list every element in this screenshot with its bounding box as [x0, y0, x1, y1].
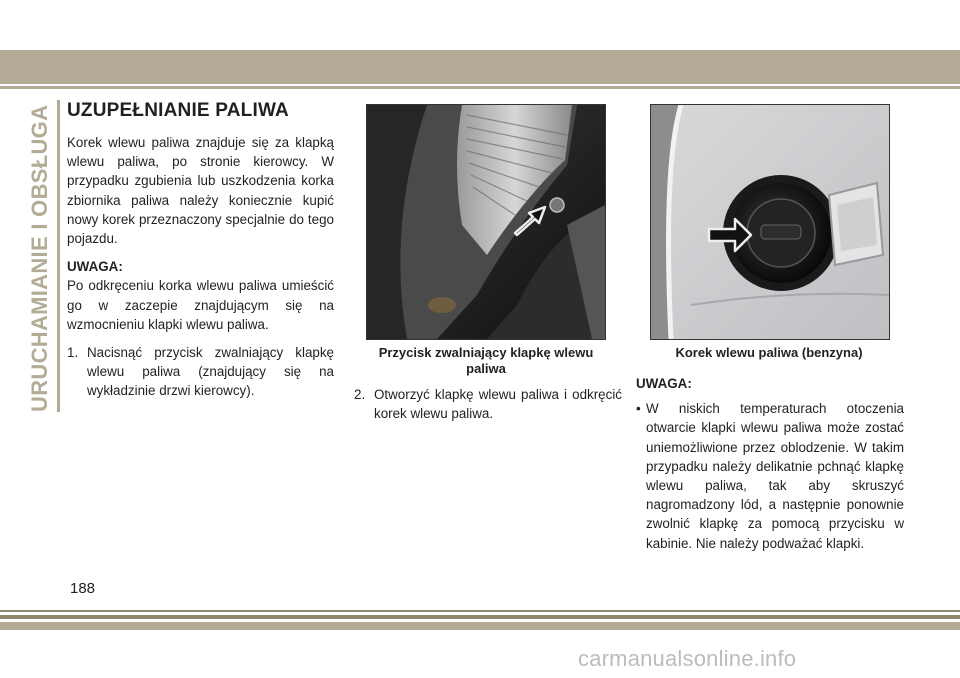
step-text: Otworzyć klapkę wlewu paliwa i odkręcić korek wlewu paliwa. [374, 387, 622, 422]
left-column [67, 133, 334, 401]
intro-paragraph: Korek wlewu paliwa znajduje się za klapką wlewu paliwa, po stronie kierowcy. W przypadku zgubienia lub uszkodzenia korka zbiornika paliwa należy koniecznie kupić nowy korek przeznaczony specjalnie do tego pojazdu. [67, 135, 334, 247]
watermark: carmanualsonline.info [578, 646, 797, 671]
page-number: 188 [70, 580, 96, 597]
step-2 [354, 385, 622, 423]
step-1 [67, 343, 334, 401]
figure-1-caption: Przycisk zwalniający klapkę wlewu paliwa [378, 345, 594, 376]
footer-rule-1 [0, 610, 960, 612]
section-label: URUCHAMIANIE I OBSŁUGA [27, 104, 52, 412]
footer-rule-2 [0, 615, 960, 619]
note-bullet-text: W niskich temperaturach otoczenia otwarcie klapki wlewu paliwa może zostać uniemożliwione przez oblodzenie. W takim przypadku należy delikatnie pchnąć klapkę wlewu paliwa, tak aby skruszyć nagromadzony lód, a następnie ponownie zwolnić klapkę za pomocą przycisku w kabinie. Nie należy podważać klapki. [646, 401, 904, 551]
figure-2-caption: Korek wlewu paliwa (benzyna) [675, 345, 863, 360]
step-number: 1. [67, 345, 79, 361]
bullet-mark: • [636, 401, 641, 417]
footer-band [0, 622, 960, 630]
header-rule [0, 86, 960, 89]
section-label-rule [57, 100, 60, 412]
middle-column [354, 385, 622, 423]
note-heading: UWAGA: [636, 376, 692, 391]
right-column [636, 374, 904, 553]
step-number: 2. [354, 387, 366, 402]
note-heading: UWAGA: [67, 259, 123, 275]
note-text: Po odkręceniu korka wlewu paliwa umieścić go w zaczepie znajdującym się na wzmocnieniu klapki wlewu paliwa. [67, 278, 334, 332]
header-band [0, 50, 960, 84]
step-text: Nacisnąć przycisk zwalniający klapkę wlewu paliwa (znajdujący się na wykładzinie drzwi kierowcy). [87, 345, 334, 399]
page-title: UZUPEŁNIANIE PALIWA [67, 100, 289, 121]
figure-fuel-cap-photo [650, 104, 890, 340]
note-bullet-item [636, 399, 904, 553]
figure-release-button-photo [366, 104, 606, 340]
